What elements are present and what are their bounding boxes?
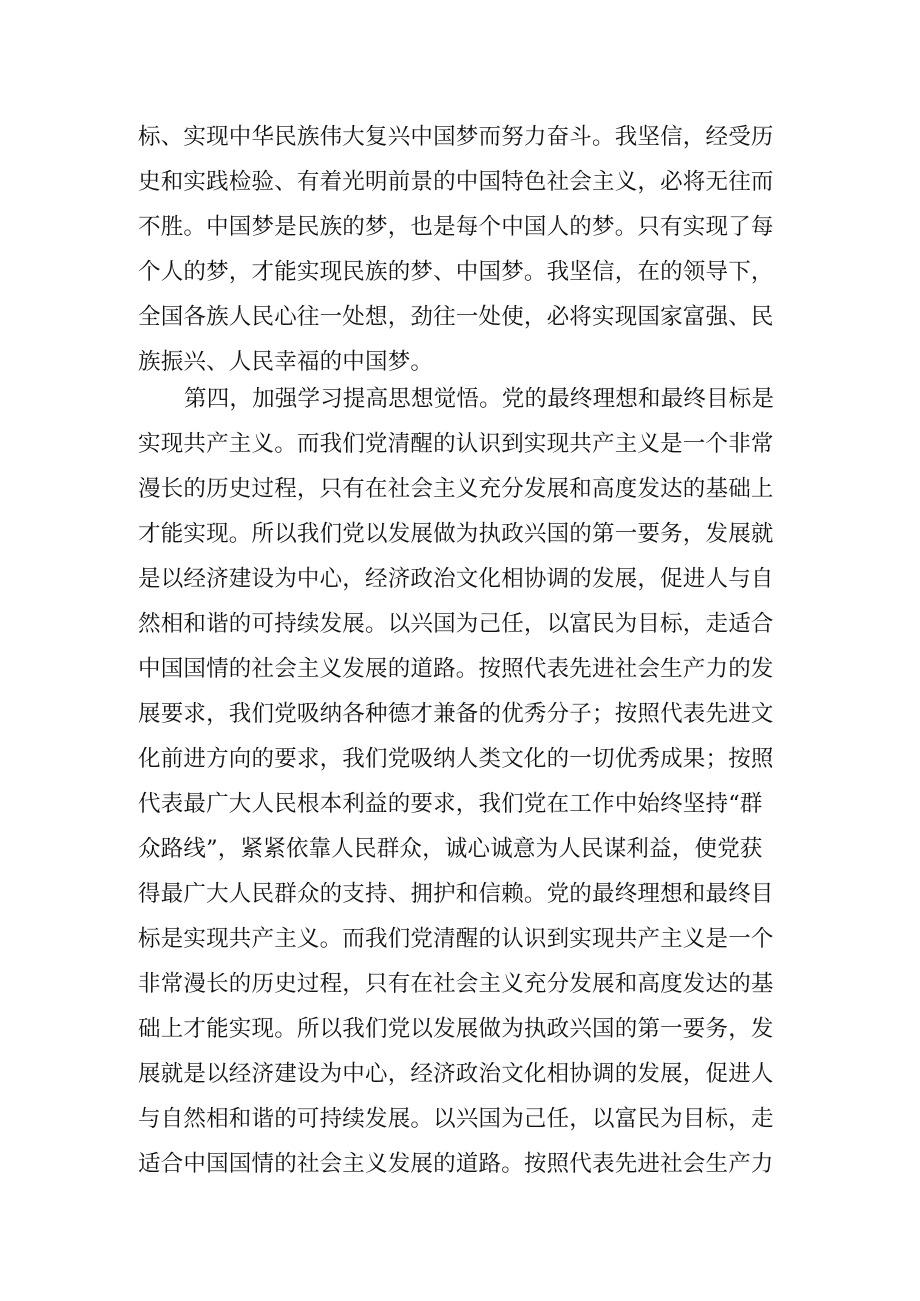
text-line: 全国各族人民心往一处想，劲往一处使，必将实现国家富强、民 — [138, 304, 774, 330]
text-line: 漫长的历史过程，只有在社会主义充分发展和高度发达的基础上 — [138, 476, 774, 502]
text-line: 个人的梦，才能实现民族的梦、中国梦。我坚信，在的领导下， — [138, 259, 774, 285]
text-line: 标是实现共产主义。而我们党清醒的认识到实现共产主义是一个 — [138, 926, 774, 952]
text-line: 得最广大人民群众的支持、拥护和信赖。党的最终理想和最终目 — [138, 881, 774, 907]
text-line: 展就是以经济建设为中心，经济政治文化相协调的发展，促进人 — [138, 1061, 774, 1087]
text-line: 才能实现。所以我们党以发展做为执政兴国的第一要务，发展就 — [138, 521, 774, 547]
text-line: 与自然相和谐的可持续发展。以兴国为己任，以富民为目标，走 — [138, 1106, 774, 1132]
text-line: 非常漫长的历史过程，只有在社会主义充分发展和高度发达的基 — [138, 971, 774, 997]
text-line: 展要求，我们党吸纳各种德才兼备的优秀分子；按照代表先进文 — [138, 701, 774, 727]
text-line: 础上才能实现。所以我们党以发展做为执政兴国的第一要务，发 — [138, 1016, 774, 1042]
text-line: 适合中国国情的社会主义发展的道路。按照代表先进社会生产力 — [138, 1151, 774, 1177]
text-line: 然相和谐的可持续发展。以兴国为己任，以富民为目标，走适合 — [138, 611, 774, 637]
text-line: 实现共产主义。而我们党清醒的认识到实现共产主义是一个非常 — [138, 431, 774, 457]
text-line: 众路线”，紧紧依靠人民群众，诚心诚意为人民谋利益，使党获 — [138, 836, 763, 862]
text-line: 中国国情的社会主义发展的道路。按照代表先进社会生产力的发 — [138, 656, 774, 682]
text-line: 标、实现中华民族伟大复兴中国梦而努力奋斗。我坚信，经受历 — [138, 124, 774, 150]
text-line: 不胜。中国梦是民族的梦，也是每个中国人的梦。只有实现了每 — [138, 214, 774, 240]
text-line: 代表最广大人民根本利益的要求，我们党在工作中始终坚持“群 — [138, 791, 763, 817]
text-line: 是以经济建设为中心，经济政治文化相协调的发展，促进人与自 — [138, 566, 774, 592]
text-line: 史和实践检验、有着光明前景的中国特色社会主义，必将无往而 — [138, 169, 774, 195]
text-line: 化前进方向的要求，我们党吸纳人类文化的一切优秀成果；按照 — [138, 746, 774, 772]
paragraph-first-line: 第四，加强学习提高思想觉悟。党的最终理想和最终目标是 — [184, 386, 775, 412]
text-line: 族振兴、人民幸福的中国梦。 — [138, 349, 434, 375]
